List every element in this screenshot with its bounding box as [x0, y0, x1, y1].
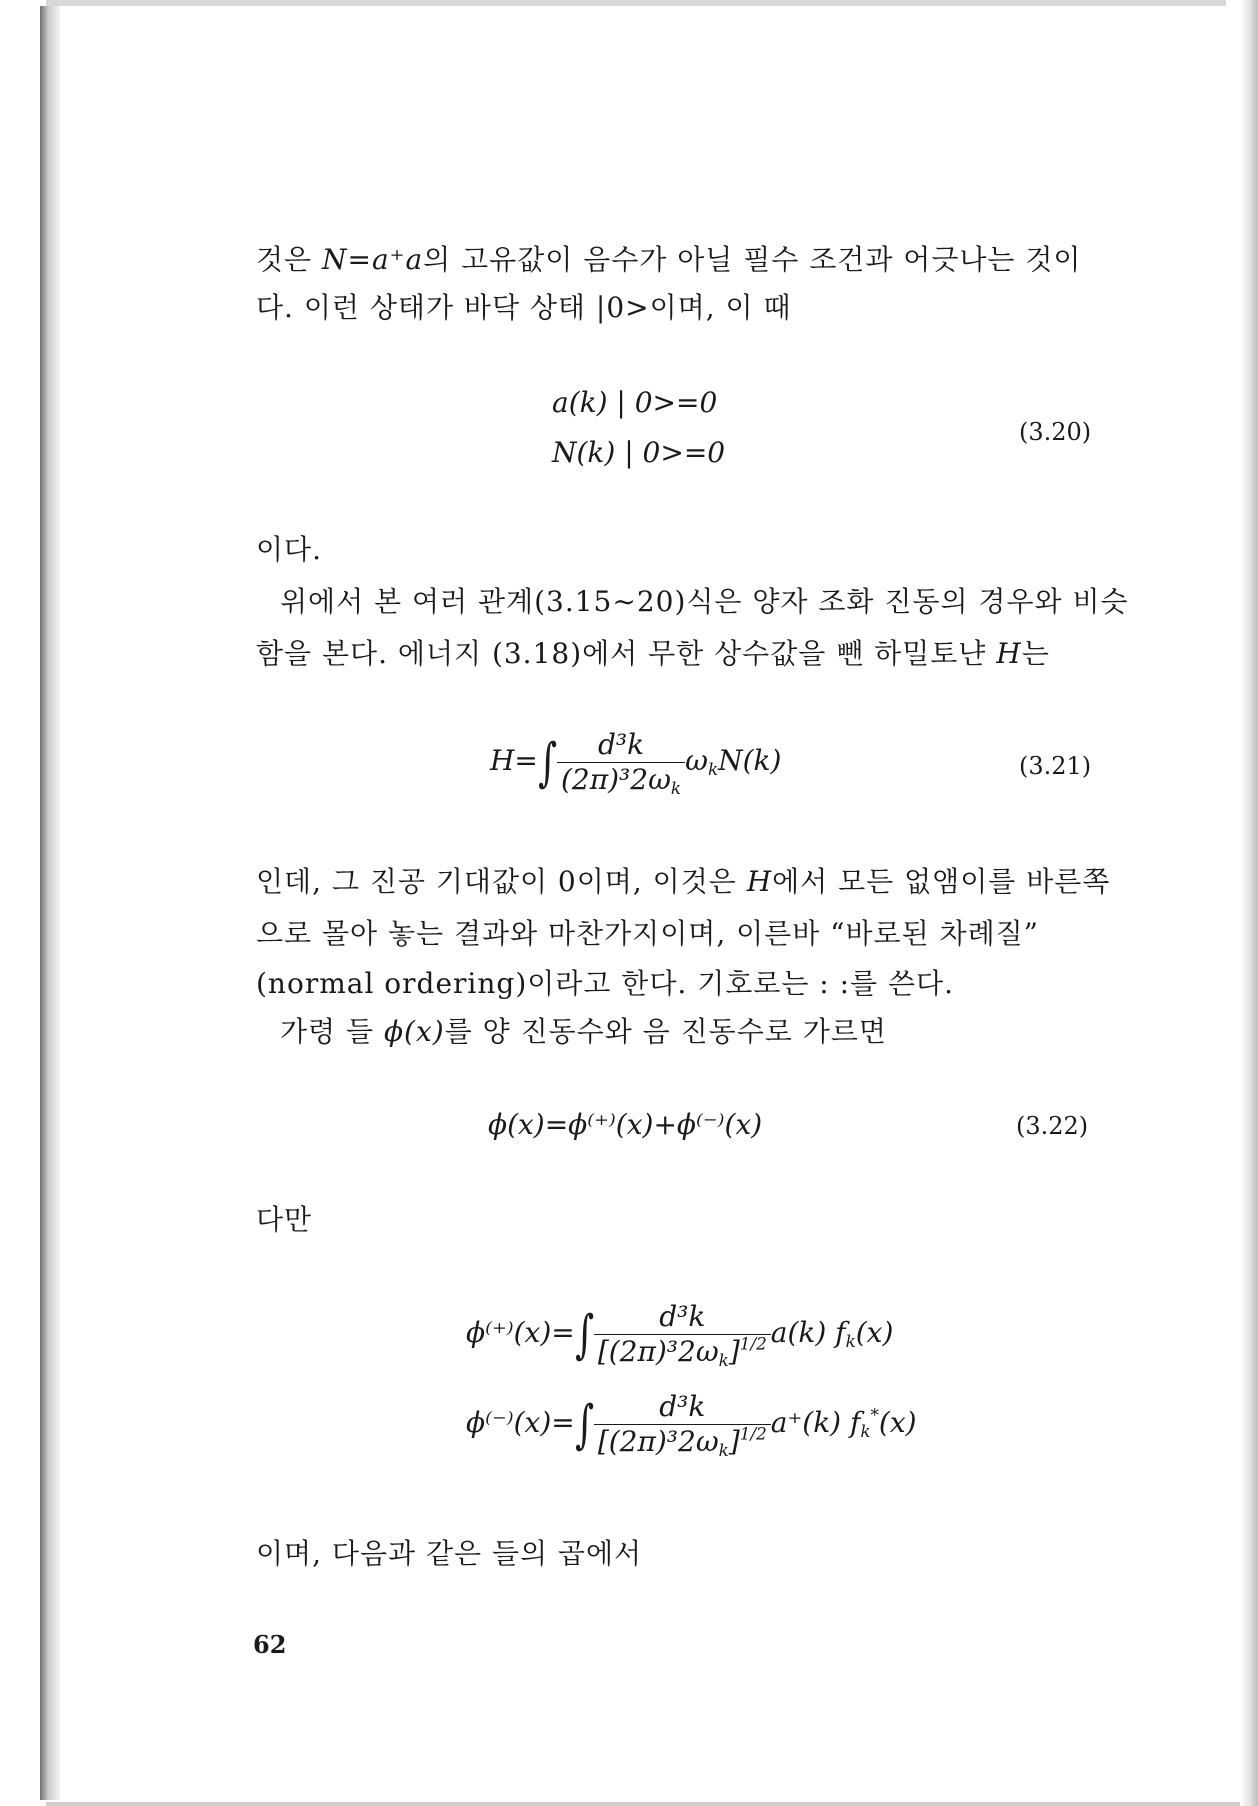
eq-3-20-line-2: N(k) | 0>=0 — [552, 436, 726, 469]
eq-phi-plus — [466, 1300, 893, 1369]
eq-3-20-line-1: a(k) | 0>=0 — [552, 386, 718, 419]
eq-phi-plus-numerator: d³k — [594, 1300, 771, 1335]
eq-phi-minus-rhs-tail: (x) — [878, 1406, 917, 1439]
eq-3-21-den-text: (2π)³2ω — [560, 763, 671, 796]
eq-phi-plus-den-sub: k — [718, 1350, 729, 1371]
p2-l2-math: H — [996, 637, 1022, 670]
integral-sign: ∫ — [574, 1394, 594, 1455]
paragraph-daman: 다만 — [256, 1203, 313, 1236]
p3-l1-pre: 인데, 그 진공 기대값이 0이며, 이것은 — [256, 865, 737, 898]
p3-l4-post: 를 양 진동수와 음 진동수로 가르면 — [444, 1015, 887, 1048]
eq-3-21-fraction — [557, 728, 685, 797]
page-edge-right — [1240, 0, 1258, 1806]
eq-phi-minus — [466, 1390, 917, 1459]
eq-phi-plus-den-close: ] — [728, 1335, 740, 1368]
page-edge-bottom — [46, 1802, 1240, 1806]
eq-3-20-number: (3.20) — [1019, 418, 1092, 446]
eq-3-21-numerator: d³k — [557, 728, 685, 763]
paragraph-3-line-3: (normal ordering)이라고 한다. 기호로는 : :를 쓴다. — [256, 967, 955, 1000]
eq-3-21-den-sub: k — [670, 778, 682, 799]
eq-3-21 — [490, 728, 781, 797]
eq-phi-plus-denominator — [594, 1335, 771, 1369]
integral-sign: ∫ — [574, 1304, 594, 1365]
paragraph-3-line-2: 으로 몰아 놓는 결과와 마찬가지이며, 이른바 “바로된 차례질” — [256, 917, 1039, 950]
eq-phi-minus-rhs-sub: k — [860, 1421, 871, 1442]
eq-phi-minus-den-text: [(2π)³2ω — [597, 1425, 719, 1458]
eq-3-21-rhs: ω — [685, 744, 708, 777]
paragraph-3-line-1 — [256, 860, 1110, 904]
p3-l4-math: ϕ(x) — [383, 1015, 445, 1048]
eq-3-21-rhs-sub: k — [707, 759, 719, 780]
paragraph-1-line-1 — [256, 238, 1081, 282]
eq-phi-plus-rhs-tail: (x) — [855, 1316, 894, 1349]
eq-phi-minus-den-exp: 1/2 — [739, 1423, 767, 1444]
paragraph-3-line-4 — [280, 1010, 887, 1054]
eq-3-22: ϕ(x)=ϕ⁽⁺⁾(x)+ϕ⁽⁻⁾(x) — [488, 1108, 763, 1141]
eq-3-21-number: (3.21) — [1019, 752, 1092, 780]
eq-phi-plus-den-text: [(2π)³2ω — [597, 1335, 719, 1368]
p2-l2-pre: 함을 본다. 에너지 (3.18)에서 무한 상수값을 뺀 하밀토냔 — [256, 637, 987, 670]
eq-phi-minus-numerator: d³k — [594, 1390, 771, 1425]
paragraph-last: 이며, 다음과 같은 들의 곱에서 — [256, 1537, 643, 1570]
eq-3-21-rhs-tail: N(k) — [718, 744, 782, 777]
paragraph-2-line-1: 위에서 본 여러 관계(3.15∼20)식은 양자 조화 진동의 경우와 비슷 — [280, 585, 1129, 618]
eq-phi-minus-den-close: ] — [728, 1425, 740, 1458]
eq-3-21-denominator — [557, 763, 685, 797]
page-number: 62 — [253, 1630, 287, 1659]
p1-l1-pre: 것은 — [256, 243, 313, 276]
p2-l2-post: 는 — [1021, 637, 1050, 670]
page-edge-top — [46, 0, 1226, 6]
paragraph-ida: 이다. — [256, 533, 322, 566]
eq-phi-plus-lhs: ϕ⁽⁺⁾(x)= — [466, 1316, 575, 1349]
eq-phi-plus-fraction — [594, 1300, 771, 1369]
eq-phi-minus-rhs: a⁺(k) f — [770, 1406, 861, 1439]
eq-3-22-number: (3.22) — [1016, 1112, 1089, 1140]
paragraph-1-line-2: 다. 이런 상태가 바닥 상태 |0>이며, 이 때 — [256, 291, 792, 324]
eq-phi-plus-rhs-sub: k — [845, 1331, 856, 1352]
p1-l1-post: 의 고유값이 음수가 아닐 필수 조건과 어긋나는 것이 — [423, 243, 1082, 276]
eq-phi-minus-den-sub: k — [718, 1440, 729, 1461]
p3-l1-post: 에서 모든 없앰이를 바른쪽 — [772, 865, 1111, 898]
p1-l1-math: N=a⁺a — [322, 243, 424, 276]
eq-3-21-lhs: H= — [490, 744, 538, 777]
p3-l1-math: H — [746, 865, 773, 898]
integral-sign: ∫ — [537, 732, 557, 793]
eq-phi-minus-fraction — [594, 1390, 771, 1459]
paragraph-2-line-2 — [256, 632, 1050, 676]
eq-phi-plus-rhs: a(k) f — [770, 1316, 846, 1349]
p3-l4-pre: 가령 들 — [280, 1015, 375, 1048]
eq-phi-minus-rhs-star: * — [870, 1404, 879, 1425]
eq-phi-minus-denominator — [594, 1425, 771, 1459]
page-edge-left — [40, 6, 60, 1800]
eq-phi-minus-lhs: ϕ⁽⁻⁾(x)= — [466, 1406, 575, 1439]
eq-phi-plus-den-exp: 1/2 — [739, 1333, 767, 1354]
